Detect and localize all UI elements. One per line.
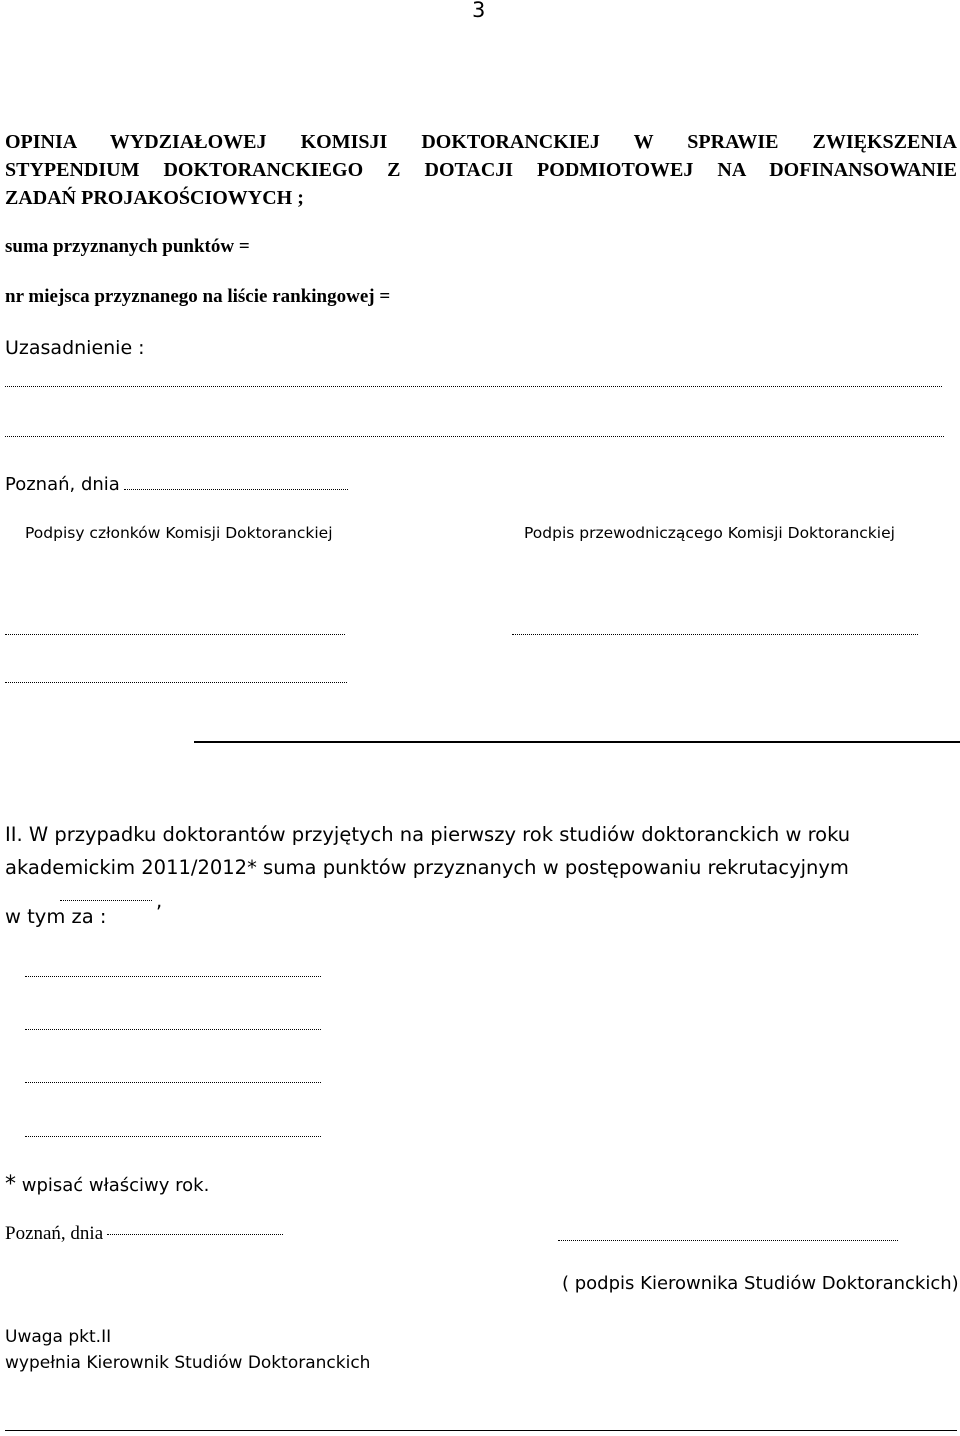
date-label-2-text: Poznań, dnia [5, 1223, 104, 1244]
footnote-mark: * [5, 1172, 16, 1197]
note-line-1: Uwaga pkt.II [5, 1327, 112, 1347]
component-line-1[interactable] [25, 976, 321, 977]
date-label-2 [5, 1223, 283, 1245]
date-label [5, 474, 120, 495]
member-signature-line-1[interactable] [5, 634, 345, 635]
form-heading [5, 128, 957, 212]
members-signature-caption: Podpisy członków Komisji Doktoranckiej [25, 524, 333, 542]
section-2-statement: II. W przypadku doktorantów przyjętych na pierwszy rok studiów doktoranckich w roku akademickim 2011/2012* suma punktów przyznanych w postępowaniu rekrutacyjnym [5, 823, 851, 879]
chair-signature-caption: Podpis przewodniczącego Komisji Doktoranckiej [524, 524, 895, 542]
heading-line-2: STYPENDIUM DOKTORANCKIEGO Z DOTACJI PODMIOTOWEJ NA DOFINANSOWANIE [5, 159, 957, 181]
page-number: 3 [472, 0, 486, 22]
component-line-2[interactable] [25, 1029, 321, 1030]
justification-label: Uzasadnienie : [5, 337, 145, 359]
justification-line-1[interactable] [5, 386, 942, 387]
member-signature-line-2[interactable] [5, 682, 347, 683]
date-fill-line-2[interactable] [107, 1234, 283, 1235]
footnote [5, 1172, 209, 1197]
section-divider [194, 741, 960, 743]
date-fill-line[interactable] [124, 489, 348, 490]
heading-line-1: OPINIA WYDZIAŁOWEJ KOMISJI DOKTORANCKIEJ W SPRAWIE ZWIĘKSZENIA [5, 131, 957, 153]
justification-line-2[interactable] [5, 436, 944, 437]
component-line-3[interactable] [25, 1082, 321, 1083]
note-line-2: wypełnia Kierownik Studiów Doktoranckich [5, 1353, 371, 1373]
ranking-place-label: nr miejsca przyznanego na liście rankingowej = [5, 286, 391, 307]
component-line-4[interactable] [25, 1136, 321, 1137]
note [5, 1324, 370, 1376]
recruitment-points-fill[interactable] [60, 900, 152, 901]
head-signature-caption: ( podpis Kierownika Studiów Doktoranckich) [562, 1273, 959, 1294]
section-2-comma: , [156, 889, 163, 912]
including-label: w tym za : [5, 905, 107, 928]
heading-line-3: ZADAŃ PROJAKOŚCIOWYCH ; [5, 187, 304, 209]
chair-signature-line[interactable] [512, 634, 918, 635]
date-label-text: Poznań, dnia [5, 474, 120, 495]
footnote-text: wpisać właściwy rok. [21, 1175, 210, 1196]
points-total-label: suma przyznanych punktów = [5, 236, 250, 257]
head-signature-line[interactable] [558, 1240, 898, 1241]
section-2-text [5, 818, 957, 917]
bottom-rule [5, 1430, 957, 1431]
